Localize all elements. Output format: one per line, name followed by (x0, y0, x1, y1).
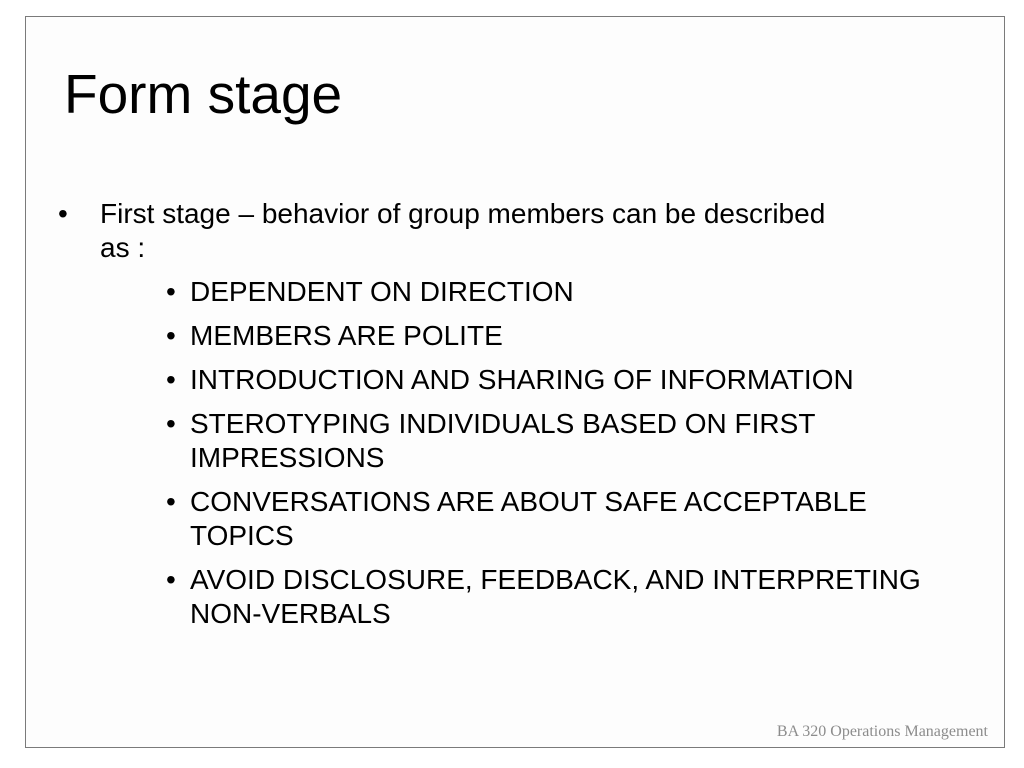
bullet-marker: • (58, 198, 68, 229)
slide-title: Form stage (64, 63, 343, 125)
sub-bullet-item (166, 407, 966, 475)
sub-bullet-text: INTRODUCTION AND SHARING OF INFORMATION (190, 364, 854, 395)
sub-bullet-text: DEPENDENT ON DIRECTION (190, 276, 574, 307)
sub-bullet-text: AVOID DISCLOSURE, FEEDBACK, AND INTERPRETING NON-VERBALS (190, 564, 921, 629)
bullet-marker: • (166, 276, 176, 307)
bullet-marker: • (166, 564, 176, 595)
sub-bullet-item (166, 563, 966, 631)
sub-bullet-text: STEROTYPING INDIVIDUALS BASED ON FIRST IMPRESSIONS (190, 408, 815, 473)
main-bullet (58, 197, 958, 265)
slide-frame (25, 16, 1005, 748)
bullet-marker: • (166, 320, 176, 351)
sub-bullet-text: CONVERSATIONS ARE ABOUT SAFE ACCEPTABLE TOPICS (190, 486, 867, 551)
sub-bullet-text: MEMBERS ARE POLITE (190, 320, 503, 351)
sub-bullet-item (166, 275, 966, 309)
bullet-marker: • (166, 408, 176, 439)
main-bullet-text: First stage – behavior of group members can be described as : (100, 198, 826, 263)
sub-bullet-item (166, 319, 966, 353)
sub-bullet-list (166, 275, 966, 641)
sub-bullet-item (166, 363, 966, 397)
bullet-marker: • (166, 486, 176, 517)
bullet-marker: • (166, 364, 176, 395)
slide-footer: BA 320 Operations Management (776, 723, 988, 740)
sub-bullet-item (166, 485, 966, 553)
